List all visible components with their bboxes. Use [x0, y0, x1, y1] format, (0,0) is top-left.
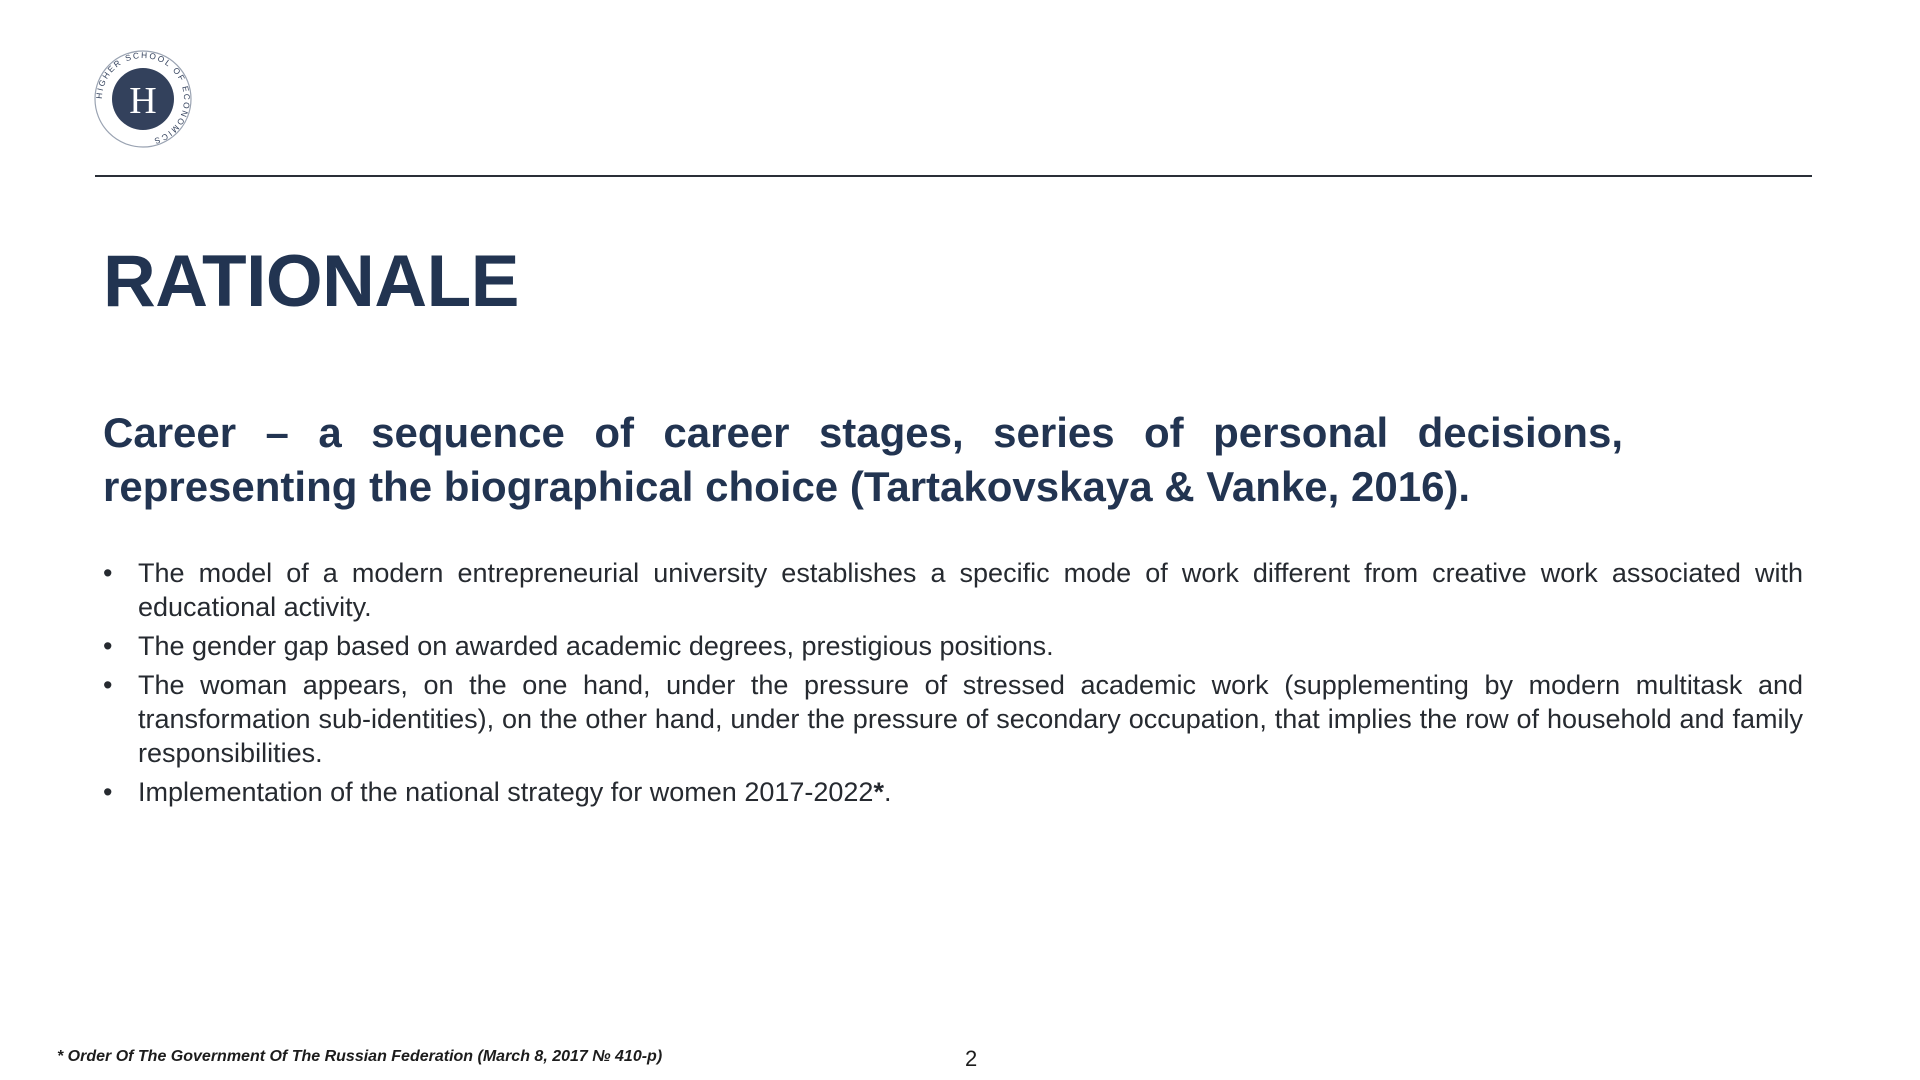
- bullet-period: .: [883, 777, 892, 807]
- footnote: * Order Of The Government Of The Russian Federation (March 8, 2017 № 410-р): [57, 1048, 663, 1065]
- bullet-item: [103, 629, 1803, 663]
- slide-title: RATIONALE: [103, 241, 519, 322]
- bullet-list: [103, 556, 1803, 814]
- page-number: 2: [965, 1046, 978, 1071]
- bullet-marker: •: [103, 631, 113, 661]
- bullet-text: Implementation of the national strategy for women 2017-2022: [138, 777, 874, 807]
- logo-ring-text: HIGHER SCHOOL OF ECONOMICS: [93, 49, 193, 147]
- bullet-item: [103, 556, 1803, 624]
- bullet-text: The woman appears, on the one hand, under the pressure of stressed academic work (supplementing by modern multitask and transformation sub-identities), on the other hand, under the pressure of secondary occupation, that implies the row of household and family responsibilities.: [138, 670, 1803, 768]
- career-definition: Career – a sequence of career stages, series of personal decisions, representing the biographical choice (Tartakovskaya & Vanke, 2016).: [103, 409, 1623, 510]
- hse-logo: [93, 49, 193, 149]
- bullet-item: [103, 668, 1803, 770]
- bullet-text: The model of a modern entrepreneurial university establishes a specific mode of work different from creative work associated with educational activity.: [138, 558, 1803, 622]
- bullet-text: The gender gap based on awarded academic degrees, prestigious positions.: [138, 631, 1054, 661]
- header-divider: [95, 175, 1812, 177]
- logo-monogram: Н: [129, 80, 157, 122]
- bullet-item: [103, 775, 1803, 809]
- bullet-marker: •: [103, 777, 113, 807]
- footnote-asterisk: *: [873, 777, 884, 807]
- bullet-marker: •: [103, 558, 113, 588]
- bullet-marker: •: [103, 670, 113, 700]
